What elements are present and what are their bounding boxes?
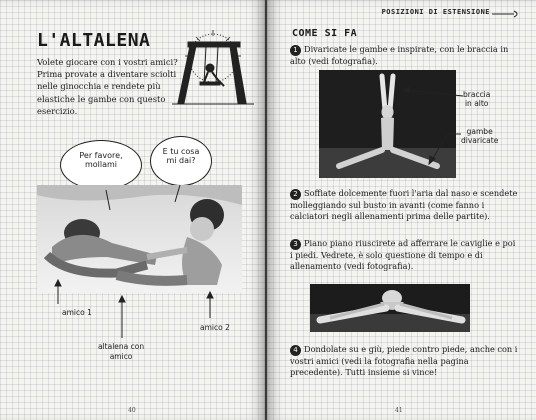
speech-bubble-right: E tu cosa mi dai? — [150, 136, 212, 186]
step-2: 2 Soffiate dolcemente fuori l'aria dal naso e scendete molleggiando sul busto in avanti (come fanno i calciatori negli allenamenti prima delle partite). — [290, 188, 518, 222]
photo-children-stretching — [37, 185, 242, 293]
label-gambe-divaricate: gambe divaricate — [461, 127, 499, 145]
photo-holding-feet — [310, 284, 470, 332]
running-header: POSIZIONI DI ESTENSIONE — [381, 8, 490, 16]
label-braccia-in-alto: braccia in alto — [463, 90, 491, 108]
right-page — [267, 0, 536, 420]
section-title: COME SI FA — [292, 28, 358, 39]
page-title: L'ALTALENA — [37, 30, 151, 51]
speech-bubble-left: Per favore, mollami — [60, 140, 142, 190]
page-number: 41 — [395, 407, 403, 414]
left-page — [0, 0, 265, 420]
label-amico-1: amico 1 — [62, 308, 92, 317]
step-1: 1 Divaricate le gambe e inspirate, con le braccia in alto (vedi fotografia). — [290, 44, 509, 66]
label-amico-2: amico 2 — [200, 323, 230, 332]
swing-illustration — [168, 28, 258, 108]
page-number: 40 — [128, 407, 136, 414]
step-3: 3 Piano piano riuscirete ad afferrare le caviglie e poi i piedi. Vedrete, è solo questione di tempo e di allenamento (vedi fotografia). — [290, 238, 516, 272]
step-4: 4 Dondolate su e giù, piede contro piede, anche con i vostri amici (vedi la fotografia nella pagina precedente). Tutti insieme si vince! — [290, 344, 518, 378]
label-altalena: altalena con amico — [98, 342, 145, 361]
intro-text: Volete giocare con i vostri amici? Prima provate a diventare sciolti nelle ginocchia e rendete più elastiche le gambe con questo esercizio. — [37, 57, 178, 116]
